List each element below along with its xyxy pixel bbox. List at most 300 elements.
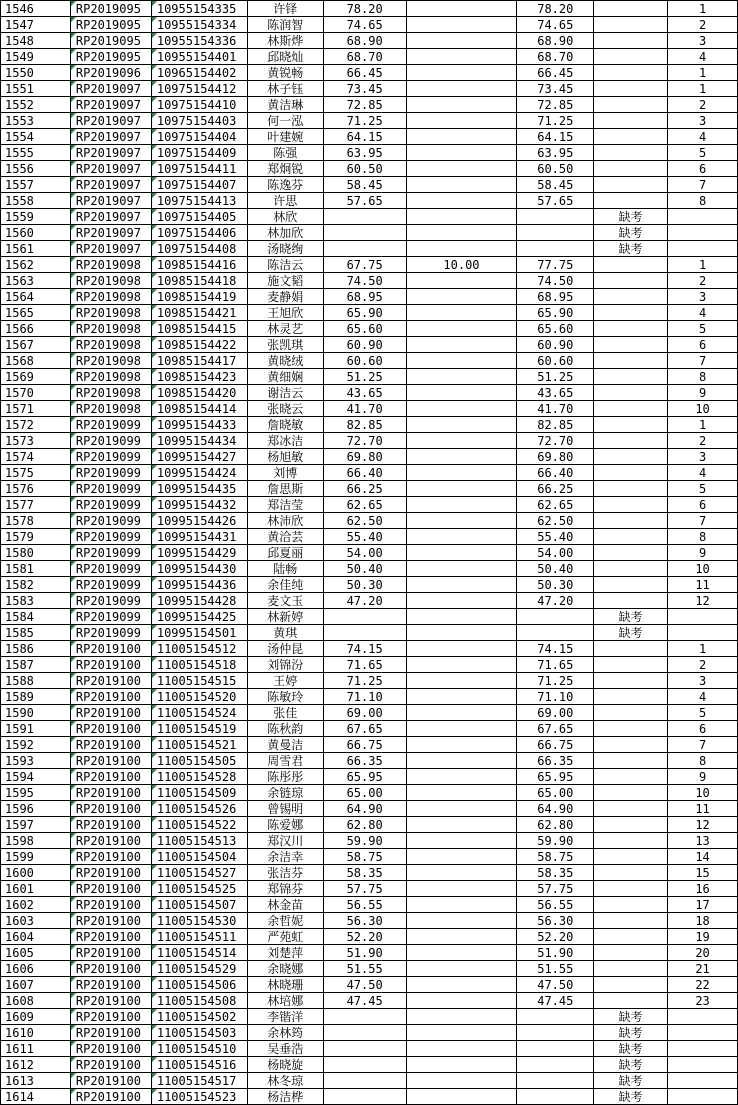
remark-cell[interactable] — [594, 785, 668, 801]
seq-cell[interactable]: 1597 — [1, 817, 71, 833]
bonus-score-cell[interactable] — [406, 49, 517, 65]
total-score-cell[interactable]: 66.25 — [517, 481, 594, 497]
remark-cell[interactable] — [594, 193, 668, 209]
remark-cell[interactable] — [594, 753, 668, 769]
remark-cell[interactable] — [594, 849, 668, 865]
total-score-cell[interactable] — [517, 1073, 594, 1089]
exam-id-cell[interactable]: 10995154431 — [151, 529, 247, 545]
rank-cell[interactable] — [668, 1089, 738, 1105]
total-score-cell[interactable]: 51.25 — [517, 369, 594, 385]
total-score-cell[interactable]: 43.65 — [517, 385, 594, 401]
bonus-score-cell[interactable] — [406, 97, 517, 113]
remark-cell[interactable] — [594, 305, 668, 321]
seq-cell[interactable]: 1552 — [1, 97, 71, 113]
position-code-cell[interactable]: RP2019097 — [70, 193, 151, 209]
seq-cell[interactable]: 1592 — [1, 737, 71, 753]
written-score-cell[interactable]: 59.90 — [323, 833, 406, 849]
seq-cell[interactable]: 1574 — [1, 449, 71, 465]
rank-cell[interactable] — [668, 609, 738, 625]
total-score-cell[interactable]: 77.75 — [517, 257, 594, 273]
written-score-cell[interactable]: 54.00 — [323, 545, 406, 561]
written-score-cell[interactable] — [323, 225, 406, 241]
bonus-score-cell[interactable] — [406, 33, 517, 49]
rank-cell[interactable] — [668, 209, 738, 225]
candidate-name-cell[interactable]: 张洁芬 — [247, 865, 323, 881]
seq-cell[interactable]: 1563 — [1, 273, 71, 289]
exam-id-cell[interactable]: 10975154404 — [151, 129, 247, 145]
rank-cell[interactable]: 22 — [668, 977, 738, 993]
position-code-cell[interactable]: RP2019099 — [70, 513, 151, 529]
bonus-score-cell[interactable] — [406, 177, 517, 193]
bonus-score-cell[interactable] — [406, 273, 517, 289]
remark-cell[interactable] — [594, 769, 668, 785]
written-score-cell[interactable]: 71.25 — [323, 113, 406, 129]
total-score-cell[interactable]: 82.85 — [517, 417, 594, 433]
candidate-name-cell[interactable]: 郑汉川 — [247, 833, 323, 849]
exam-id-cell[interactable]: 11005154528 — [151, 769, 247, 785]
exam-id-cell[interactable]: 10975154406 — [151, 225, 247, 241]
remark-cell[interactable]: 缺考 — [594, 209, 668, 225]
exam-id-cell[interactable]: 10955154336 — [151, 33, 247, 49]
written-score-cell[interactable] — [323, 609, 406, 625]
bonus-score-cell[interactable] — [406, 465, 517, 481]
remark-cell[interactable] — [594, 913, 668, 929]
rank-cell[interactable]: 6 — [668, 721, 738, 737]
position-code-cell[interactable]: RP2019098 — [70, 401, 151, 417]
written-score-cell[interactable]: 56.55 — [323, 897, 406, 913]
position-code-cell[interactable]: RP2019099 — [70, 497, 151, 513]
candidate-name-cell[interactable]: 陈秋韵 — [247, 721, 323, 737]
written-score-cell[interactable]: 68.90 — [323, 33, 406, 49]
rank-cell[interactable]: 3 — [668, 289, 738, 305]
exam-id-cell[interactable]: 11005154505 — [151, 753, 247, 769]
candidate-name-cell[interactable]: 黄洁琳 — [247, 97, 323, 113]
total-score-cell[interactable]: 65.90 — [517, 305, 594, 321]
candidate-name-cell[interactable]: 郑炯锐 — [247, 161, 323, 177]
remark-cell[interactable] — [594, 401, 668, 417]
position-code-cell[interactable]: RP2019100 — [70, 849, 151, 865]
total-score-cell[interactable] — [517, 1089, 594, 1105]
written-score-cell[interactable]: 64.15 — [323, 129, 406, 145]
remark-cell[interactable]: 缺考 — [594, 1009, 668, 1025]
remark-cell[interactable] — [594, 593, 668, 609]
remark-cell[interactable] — [594, 513, 668, 529]
candidate-name-cell[interactable]: 麦静娟 — [247, 289, 323, 305]
rank-cell[interactable]: 8 — [668, 369, 738, 385]
total-score-cell[interactable]: 65.00 — [517, 785, 594, 801]
position-code-cell[interactable]: RP2019097 — [70, 113, 151, 129]
candidate-name-cell[interactable]: 林斯烨 — [247, 33, 323, 49]
exam-id-cell[interactable]: 10985154423 — [151, 369, 247, 385]
exam-id-cell[interactable]: 11005154504 — [151, 849, 247, 865]
candidate-name-cell[interactable]: 刘楚萍 — [247, 945, 323, 961]
remark-cell[interactable] — [594, 657, 668, 673]
rank-cell[interactable]: 7 — [668, 513, 738, 529]
written-score-cell[interactable]: 66.25 — [323, 481, 406, 497]
candidate-name-cell[interactable]: 麦文玉 — [247, 593, 323, 609]
exam-id-cell[interactable]: 11005154518 — [151, 657, 247, 673]
written-score-cell[interactable] — [323, 1057, 406, 1073]
candidate-name-cell[interactable]: 张晓云 — [247, 401, 323, 417]
position-code-cell[interactable]: RP2019100 — [70, 1057, 151, 1073]
rank-cell[interactable]: 6 — [668, 337, 738, 353]
remark-cell[interactable] — [594, 113, 668, 129]
written-score-cell[interactable]: 47.45 — [323, 993, 406, 1009]
rank-cell[interactable]: 13 — [668, 833, 738, 849]
total-score-cell[interactable]: 69.80 — [517, 449, 594, 465]
total-score-cell[interactable]: 57.75 — [517, 881, 594, 897]
rank-cell[interactable]: 6 — [668, 161, 738, 177]
total-score-cell[interactable]: 65.60 — [517, 321, 594, 337]
candidate-name-cell[interactable]: 汤晓绚 — [247, 241, 323, 257]
total-score-cell[interactable]: 52.20 — [517, 929, 594, 945]
bonus-score-cell[interactable] — [406, 289, 517, 305]
seq-cell[interactable]: 1571 — [1, 401, 71, 417]
candidate-name-cell[interactable]: 邱夏丽 — [247, 545, 323, 561]
position-code-cell[interactable]: RP2019098 — [70, 289, 151, 305]
rank-cell[interactable]: 10 — [668, 785, 738, 801]
exam-id-cell[interactable]: 10975154408 — [151, 241, 247, 257]
total-score-cell[interactable]: 69.00 — [517, 705, 594, 721]
position-code-cell[interactable]: RP2019099 — [70, 577, 151, 593]
seq-cell[interactable]: 1578 — [1, 513, 71, 529]
exam-id-cell[interactable]: 11005154522 — [151, 817, 247, 833]
exam-id-cell[interactable]: 11005154516 — [151, 1057, 247, 1073]
seq-cell[interactable]: 1610 — [1, 1025, 71, 1041]
candidate-name-cell[interactable]: 刘锦汾 — [247, 657, 323, 673]
written-score-cell[interactable]: 60.90 — [323, 337, 406, 353]
seq-cell[interactable]: 1564 — [1, 289, 71, 305]
bonus-score-cell[interactable] — [406, 1073, 517, 1089]
position-code-cell[interactable]: RP2019099 — [70, 593, 151, 609]
seq-cell[interactable]: 1607 — [1, 977, 71, 993]
seq-cell[interactable]: 1613 — [1, 1073, 71, 1089]
exam-id-cell[interactable]: 11005154519 — [151, 721, 247, 737]
bonus-score-cell[interactable] — [406, 145, 517, 161]
candidate-name-cell[interactable]: 陈敏玲 — [247, 689, 323, 705]
remark-cell[interactable] — [594, 945, 668, 961]
total-score-cell[interactable]: 58.45 — [517, 177, 594, 193]
bonus-score-cell[interactable] — [406, 129, 517, 145]
written-score-cell[interactable] — [323, 1025, 406, 1041]
candidate-name-cell[interactable]: 王旭欣 — [247, 305, 323, 321]
exam-id-cell[interactable]: 10975154411 — [151, 161, 247, 177]
bonus-score-cell[interactable] — [406, 401, 517, 417]
candidate-name-cell[interactable]: 余哲妮 — [247, 913, 323, 929]
candidate-name-cell[interactable]: 陈爱娜 — [247, 817, 323, 833]
written-score-cell[interactable]: 66.35 — [323, 753, 406, 769]
position-code-cell[interactable]: RP2019099 — [70, 545, 151, 561]
exam-id-cell[interactable]: 10995154433 — [151, 417, 247, 433]
exam-id-cell[interactable]: 11005154511 — [151, 929, 247, 945]
bonus-score-cell[interactable] — [406, 721, 517, 737]
written-score-cell[interactable]: 50.30 — [323, 577, 406, 593]
exam-id-cell[interactable]: 10995154427 — [151, 449, 247, 465]
candidate-name-cell[interactable]: 林培娜 — [247, 993, 323, 1009]
position-code-cell[interactable]: RP2019097 — [70, 145, 151, 161]
candidate-name-cell[interactable]: 郑冰洁 — [247, 433, 323, 449]
total-score-cell[interactable]: 56.55 — [517, 897, 594, 913]
candidate-name-cell[interactable]: 余林筠 — [247, 1025, 323, 1041]
seq-cell[interactable]: 1555 — [1, 145, 71, 161]
total-score-cell[interactable]: 66.75 — [517, 737, 594, 753]
total-score-cell[interactable]: 64.15 — [517, 129, 594, 145]
written-score-cell[interactable]: 50.40 — [323, 561, 406, 577]
candidate-name-cell[interactable]: 刘博 — [247, 465, 323, 481]
seq-cell[interactable]: 1547 — [1, 17, 71, 33]
rank-cell[interactable]: 19 — [668, 929, 738, 945]
exam-id-cell[interactable]: 11005154513 — [151, 833, 247, 849]
bonus-score-cell[interactable] — [406, 865, 517, 881]
rank-cell[interactable] — [668, 241, 738, 257]
position-code-cell[interactable]: RP2019098 — [70, 257, 151, 273]
position-code-cell[interactable]: RP2019097 — [70, 241, 151, 257]
rank-cell[interactable]: 14 — [668, 849, 738, 865]
exam-id-cell[interactable]: 10955154401 — [151, 49, 247, 65]
total-score-cell[interactable]: 57.65 — [517, 193, 594, 209]
candidate-name-cell[interactable]: 许铎 — [247, 1, 323, 17]
position-code-cell[interactable]: RP2019100 — [70, 673, 151, 689]
remark-cell[interactable]: 缺考 — [594, 1025, 668, 1041]
total-score-cell[interactable]: 63.95 — [517, 145, 594, 161]
total-score-cell[interactable]: 54.00 — [517, 545, 594, 561]
bonus-score-cell[interactable] — [406, 993, 517, 1009]
remark-cell[interactable] — [594, 497, 668, 513]
written-score-cell[interactable]: 52.20 — [323, 929, 406, 945]
exam-id-cell[interactable]: 11005154525 — [151, 881, 247, 897]
exam-id-cell[interactable]: 10975154409 — [151, 145, 247, 161]
remark-cell[interactable] — [594, 129, 668, 145]
rank-cell[interactable]: 5 — [668, 321, 738, 337]
candidate-name-cell[interactable]: 李锴洋 — [247, 1009, 323, 1025]
exam-id-cell[interactable]: 10975154405 — [151, 209, 247, 225]
remark-cell[interactable] — [594, 993, 668, 1009]
exam-id-cell[interactable]: 10985154416 — [151, 257, 247, 273]
written-score-cell[interactable]: 51.55 — [323, 961, 406, 977]
candidate-name-cell[interactable]: 吴垂浩 — [247, 1041, 323, 1057]
bonus-score-cell[interactable] — [406, 945, 517, 961]
remark-cell[interactable] — [594, 145, 668, 161]
total-score-cell[interactable]: 51.90 — [517, 945, 594, 961]
rank-cell[interactable]: 5 — [668, 481, 738, 497]
rank-cell[interactable]: 8 — [668, 193, 738, 209]
total-score-cell[interactable]: 68.70 — [517, 49, 594, 65]
bonus-score-cell[interactable] — [406, 657, 517, 673]
total-score-cell[interactable]: 71.65 — [517, 657, 594, 673]
written-score-cell[interactable]: 74.50 — [323, 273, 406, 289]
position-code-cell[interactable]: RP2019100 — [70, 769, 151, 785]
written-score-cell[interactable]: 72.85 — [323, 97, 406, 113]
remark-cell[interactable] — [594, 65, 668, 81]
written-score-cell[interactable]: 66.75 — [323, 737, 406, 753]
position-code-cell[interactable]: RP2019098 — [70, 273, 151, 289]
seq-cell[interactable]: 1554 — [1, 129, 71, 145]
exam-id-cell[interactable]: 10995154434 — [151, 433, 247, 449]
total-score-cell[interactable]: 62.80 — [517, 817, 594, 833]
exam-id-cell[interactable]: 11005154507 — [151, 897, 247, 913]
candidate-name-cell[interactable]: 施文韬 — [247, 273, 323, 289]
seq-cell[interactable]: 1586 — [1, 641, 71, 657]
seq-cell[interactable]: 1551 — [1, 81, 71, 97]
total-score-cell[interactable] — [517, 209, 594, 225]
candidate-name-cell[interactable]: 詹思斯 — [247, 481, 323, 497]
written-score-cell[interactable]: 47.20 — [323, 593, 406, 609]
remark-cell[interactable] — [594, 881, 668, 897]
written-score-cell[interactable]: 63.95 — [323, 145, 406, 161]
written-score-cell[interactable]: 56.30 — [323, 913, 406, 929]
candidate-name-cell[interactable]: 林金苗 — [247, 897, 323, 913]
rank-cell[interactable]: 1 — [668, 81, 738, 97]
total-score-cell[interactable]: 74.65 — [517, 17, 594, 33]
bonus-score-cell[interactable] — [406, 81, 517, 97]
candidate-name-cell[interactable]: 余链琼 — [247, 785, 323, 801]
written-score-cell[interactable]: 65.90 — [323, 305, 406, 321]
seq-cell[interactable]: 1600 — [1, 865, 71, 881]
remark-cell[interactable] — [594, 641, 668, 657]
written-score-cell[interactable]: 67.75 — [323, 257, 406, 273]
candidate-name-cell[interactable]: 谢洁云 — [247, 385, 323, 401]
rank-cell[interactable]: 12 — [668, 817, 738, 833]
seq-cell[interactable]: 1575 — [1, 465, 71, 481]
seq-cell[interactable]: 1570 — [1, 385, 71, 401]
position-code-cell[interactable]: RP2019100 — [70, 657, 151, 673]
position-code-cell[interactable]: RP2019097 — [70, 209, 151, 225]
remark-cell[interactable] — [594, 529, 668, 545]
position-code-cell[interactable]: RP2019100 — [70, 1041, 151, 1057]
candidate-name-cell[interactable]: 黄锐畅 — [247, 65, 323, 81]
remark-cell[interactable] — [594, 465, 668, 481]
total-score-cell[interactable]: 50.40 — [517, 561, 594, 577]
seq-cell[interactable]: 1577 — [1, 497, 71, 513]
written-score-cell[interactable]: 55.40 — [323, 529, 406, 545]
remark-cell[interactable] — [594, 689, 668, 705]
exam-id-cell[interactable]: 10995154426 — [151, 513, 247, 529]
total-score-cell[interactable]: 73.45 — [517, 81, 594, 97]
position-code-cell[interactable]: RP2019097 — [70, 177, 151, 193]
bonus-score-cell[interactable] — [406, 593, 517, 609]
exam-id-cell[interactable]: 11005154523 — [151, 1089, 247, 1105]
written-score-cell[interactable] — [323, 209, 406, 225]
seq-cell[interactable]: 1550 — [1, 65, 71, 81]
written-score-cell[interactable]: 41.70 — [323, 401, 406, 417]
remark-cell[interactable]: 缺考 — [594, 1073, 668, 1089]
written-score-cell[interactable]: 62.65 — [323, 497, 406, 513]
seq-cell[interactable]: 1593 — [1, 753, 71, 769]
rank-cell[interactable]: 3 — [668, 449, 738, 465]
remark-cell[interactable] — [594, 865, 668, 881]
candidate-name-cell[interactable]: 林冬琼 — [247, 1073, 323, 1089]
remark-cell[interactable] — [594, 321, 668, 337]
written-score-cell[interactable]: 47.50 — [323, 977, 406, 993]
exam-id-cell[interactable]: 10955154334 — [151, 17, 247, 33]
exam-id-cell[interactable]: 11005154510 — [151, 1041, 247, 1057]
bonus-score-cell[interactable] — [406, 849, 517, 865]
exam-id-cell[interactable]: 10985154415 — [151, 321, 247, 337]
bonus-score-cell[interactable] — [406, 209, 517, 225]
exam-id-cell[interactable]: 10995154436 — [151, 577, 247, 593]
total-score-cell[interactable]: 66.40 — [517, 465, 594, 481]
written-score-cell[interactable] — [323, 241, 406, 257]
bonus-score-cell[interactable] — [406, 801, 517, 817]
exam-id-cell[interactable]: 10975154407 — [151, 177, 247, 193]
exam-id-cell[interactable]: 11005154520 — [151, 689, 247, 705]
remark-cell[interactable] — [594, 897, 668, 913]
total-score-cell[interactable]: 67.65 — [517, 721, 594, 737]
total-score-cell[interactable]: 55.40 — [517, 529, 594, 545]
rank-cell[interactable]: 21 — [668, 961, 738, 977]
remark-cell[interactable]: 缺考 — [594, 609, 668, 625]
remark-cell[interactable] — [594, 337, 668, 353]
candidate-name-cell[interactable]: 陈强 — [247, 145, 323, 161]
rank-cell[interactable]: 20 — [668, 945, 738, 961]
position-code-cell[interactable]: RP2019100 — [70, 881, 151, 897]
seq-cell[interactable]: 1596 — [1, 801, 71, 817]
seq-cell[interactable]: 1569 — [1, 369, 71, 385]
candidate-name-cell[interactable]: 严苑虹 — [247, 929, 323, 945]
exam-id-cell[interactable]: 10975154410 — [151, 97, 247, 113]
rank-cell[interactable]: 8 — [668, 529, 738, 545]
rank-cell[interactable]: 1 — [668, 641, 738, 657]
exam-id-cell[interactable]: 10995154425 — [151, 609, 247, 625]
exam-id-cell[interactable]: 10995154424 — [151, 465, 247, 481]
exam-id-cell[interactable]: 10985154420 — [151, 385, 247, 401]
remark-cell[interactable] — [594, 705, 668, 721]
rank-cell[interactable]: 1 — [668, 257, 738, 273]
exam-id-cell[interactable]: 10985154414 — [151, 401, 247, 417]
total-score-cell[interactable]: 60.50 — [517, 161, 594, 177]
candidate-name-cell[interactable]: 余洁幸 — [247, 849, 323, 865]
total-score-cell[interactable]: 62.50 — [517, 513, 594, 529]
written-score-cell[interactable]: 71.25 — [323, 673, 406, 689]
total-score-cell[interactable]: 47.50 — [517, 977, 594, 993]
written-score-cell[interactable]: 68.70 — [323, 49, 406, 65]
seq-cell[interactable]: 1590 — [1, 705, 71, 721]
rank-cell[interactable]: 16 — [668, 881, 738, 897]
seq-cell[interactable]: 1557 — [1, 177, 71, 193]
total-score-cell[interactable]: 60.60 — [517, 353, 594, 369]
written-score-cell[interactable]: 71.65 — [323, 657, 406, 673]
total-score-cell[interactable]: 78.20 — [517, 1, 594, 17]
written-score-cell[interactable]: 66.45 — [323, 65, 406, 81]
written-score-cell[interactable]: 68.95 — [323, 289, 406, 305]
seq-cell[interactable]: 1548 — [1, 33, 71, 49]
rank-cell[interactable] — [668, 1025, 738, 1041]
rank-cell[interactable]: 1 — [668, 417, 738, 433]
position-code-cell[interactable]: RP2019100 — [70, 1089, 151, 1105]
bonus-score-cell[interactable] — [406, 913, 517, 929]
written-score-cell[interactable]: 65.60 — [323, 321, 406, 337]
written-score-cell[interactable]: 74.65 — [323, 17, 406, 33]
remark-cell[interactable] — [594, 577, 668, 593]
candidate-name-cell[interactable]: 邱晓灿 — [247, 49, 323, 65]
candidate-name-cell[interactable]: 林晓珊 — [247, 977, 323, 993]
position-code-cell[interactable]: RP2019099 — [70, 609, 151, 625]
bonus-score-cell[interactable] — [406, 1057, 517, 1073]
bonus-score-cell[interactable] — [406, 545, 517, 561]
candidate-name-cell[interactable]: 杨洁桦 — [247, 1089, 323, 1105]
rank-cell[interactable]: 17 — [668, 897, 738, 913]
exam-id-cell[interactable]: 10985154421 — [151, 305, 247, 321]
candidate-name-cell[interactable]: 林子钰 — [247, 81, 323, 97]
rank-cell[interactable]: 9 — [668, 769, 738, 785]
position-code-cell[interactable]: RP2019098 — [70, 369, 151, 385]
exam-id-cell[interactable]: 11005154515 — [151, 673, 247, 689]
seq-cell[interactable]: 1566 — [1, 321, 71, 337]
bonus-score-cell[interactable] — [406, 417, 517, 433]
seq-cell[interactable]: 1608 — [1, 993, 71, 1009]
remark-cell[interactable] — [594, 273, 668, 289]
bonus-score-cell[interactable] — [406, 881, 517, 897]
